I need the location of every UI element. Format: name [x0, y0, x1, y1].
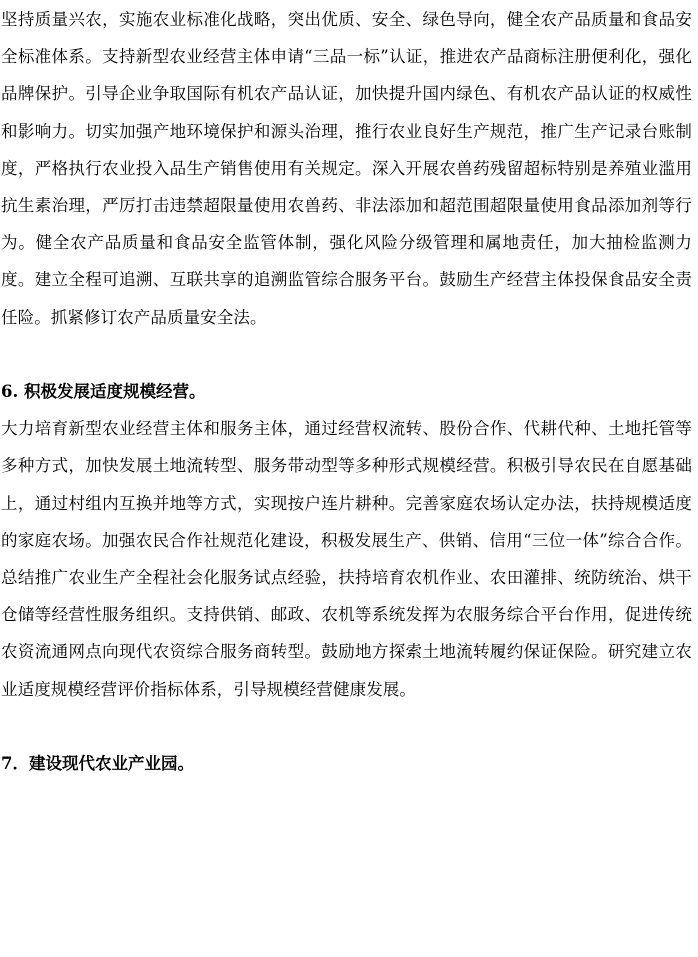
paragraph-spacer [1, 708, 692, 745]
paragraph-quality-agriculture: 坚持质量兴农，实施农业标准化战略，突出优质、安全、绿色导向，健全农产品质量和食品安全标准体系。支持新型农业经营主体申请“三品一标”认证，推进农产品商标注册便利化，强化品牌保护。引导企业争取国际有机农产品认证，加快提升国内绿色、有机农产品认证的权威性和影响力。切实加强产地环境保护和源头治理，推行农业良好生产规范，推广生产记录台账制度，严格执行农业投入品生产销售使用有关规定。深入开展农兽药残留超标特别是养殖业滥用抗生素治理，严厉打击违禁超限量使用农兽药、非法添加和超范围超限量使用食品添加剂等行为。健全农产品质量和食品安全监管体制，强化风险分级管理和属地责任，加大抽检监测力度。建立全程可追溯、互联共享的追溯监管综合服务平台。鼓励生产经营主体投保食品安全责任险。抓紧修订农产品质量安全法。 [1, 10, 692, 327]
section-heading-6: 6. 积极发展适度规模经营。 [1, 382, 206, 402]
paragraph-spacer [1, 336, 692, 373]
section-heading-7: 7．建设现代农业产业园。 [1, 754, 194, 774]
paragraph-scale-operation: 大力培育新型农业经营主体和服务主体，通过经营权流转、股份合作、代耕代种、土地托管等多种方式，加快发展土地流转型、服务带动型等多种形式规模经营。积极引导农民在自愿基础上，通过村组内互换并地等方式，实现按户连片耕种。完善家庭农场认定办法，扶持规模适度的家庭农场。加强农民合作社规范化建设，积极发展生产、供销、信用“三位一体”综合合作。总结推广农业生产全程社会化服务试点经验，扶持培育农机作业、农田灌排、统防统治、烘干仓储等经营性服务组织。支持供销、邮政、农机等系统发挥为农服务综合平台作用，促进传统农资流通网点向现代农资综合服务商转型。鼓励地方探索土地流转履约保证保险。研究建立农业适度规模经营评价指标体系，引导规模经营健康发展。 [1, 419, 692, 699]
